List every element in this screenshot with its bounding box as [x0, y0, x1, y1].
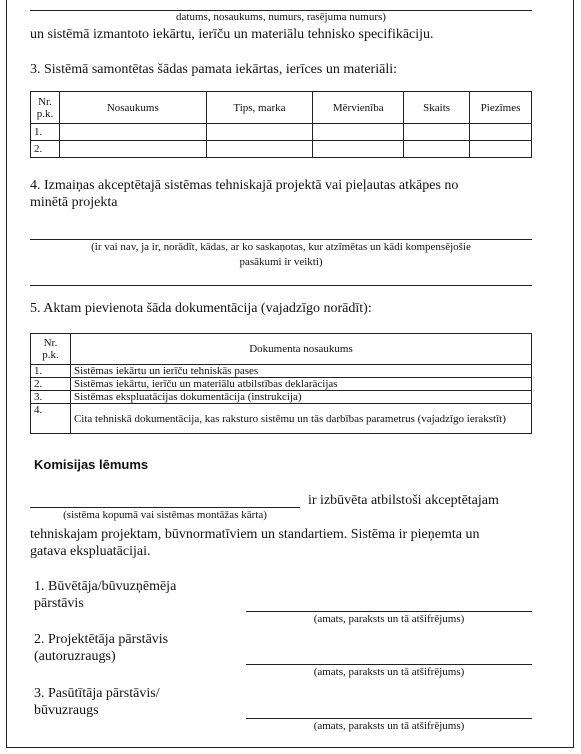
table-row	[31, 378, 532, 391]
signature1-line1: 1. Būvētāja/būvuzņēmēja	[34, 579, 177, 594]
row-name: Sistēmas iekārtu un ierīču tehniskās pases	[70, 365, 531, 378]
header-piezimes: Piezīmes	[470, 92, 532, 124]
row-number: 3.	[31, 391, 71, 404]
section4-rule	[30, 239, 532, 240]
row-number: 1.	[31, 365, 71, 378]
row-name: Cita tehniskā dokumentācija, kas raksturo sistēmu un tās darbības parametrus (vajadzīgo ierakstīt)	[70, 404, 531, 434]
signature2-line1: 2. Projektētāja pārstāvis	[34, 632, 169, 647]
signature3-rule	[246, 718, 532, 719]
decision-title: Komisijas lēmums	[34, 457, 149, 472]
header-skaits: Skaits	[404, 92, 470, 124]
row-number: 1.	[31, 124, 60, 141]
signature3-caption: (amats, paraksts un tā atšifrējums)	[313, 720, 465, 732]
header-mervieniba: Mērvienība	[313, 92, 404, 124]
decision-caption: (sistēma kopumā vai sistēmas montāžas kārta)	[63, 509, 267, 521]
decision-text1: tehniskajam projektam, būvnormatīviem un standartiem. Sistēma ir pieņemta un	[30, 527, 480, 542]
equipment-table-header	[31, 92, 532, 124]
row-number: 4.	[31, 404, 71, 434]
signature2-caption: (amats, paraksts un tā atšifrējums)	[313, 666, 465, 678]
row-number: 2.	[31, 141, 60, 158]
signature2-rule	[246, 664, 532, 665]
section4-rule2	[30, 285, 532, 286]
section4-caption1: (ir vai nav, ja ir, norādīt, kādas, ar ko saskaņotas, kur atzīmētas un kādi kompensējošie	[91, 241, 471, 253]
table-row	[31, 141, 532, 158]
header-dokumenta-nosaukums: Dokumenta nosaukums	[70, 334, 531, 365]
row-name: Sistēmas iekārtu, ierīču un materiālu atbilstības deklarācijas	[70, 378, 531, 391]
signature1-line2: pārstāvis	[34, 596, 84, 611]
decision-rule	[30, 507, 300, 508]
signature3-line2: būvuzraugs	[34, 703, 99, 718]
table-row	[31, 365, 532, 378]
table-row	[31, 124, 532, 141]
section5-title: 5. Aktam pievienota šāda dokumentācija (vajadzīgo norādīt):	[30, 301, 372, 316]
intro-line: un sistēmā izmantoto iekārtu, ierīču un materiālu tehnisko specifikāciju.	[30, 27, 434, 42]
row-number: 2.	[31, 378, 71, 391]
row-name: Sistēmas ekspluatācijas dokumentācija (instrukcija)	[70, 391, 531, 404]
header-nr: Nr. p.k.	[31, 92, 60, 124]
signature3-line1: 3. Pasūtītāja pārstāvis/	[34, 686, 160, 701]
documents-table-header	[31, 334, 532, 365]
equipment-table	[30, 91, 532, 158]
section4-caption2: pasākumi ir veikti)	[239, 256, 323, 268]
table-row	[31, 404, 532, 434]
section3-title: 3. Sistēmā samontētas šādas pamata iekārtas, ierīces un materiāli:	[30, 62, 397, 77]
section4-line1: 4. Izmaiņas akceptētajā sistēmas tehniskajā projektā vai pieļautas atkāpes no	[30, 178, 459, 193]
decision-after-line: ir izbūvēta atbilstoši akceptētajam	[308, 493, 499, 508]
signature1-caption: (amats, paraksts un tā atšifrējums)	[313, 613, 465, 625]
signature2-line2: (autoruzraugs)	[34, 649, 116, 664]
top-caption: datums, nosaukums, numurs, rasējuma numurs)	[176, 11, 386, 23]
header-nosaukums: Nosaukums	[59, 92, 206, 124]
signature1-rule	[246, 611, 532, 612]
decision-text2: gatava ekspluatācijai.	[30, 544, 151, 559]
header-nr: Nr. p.k.	[31, 334, 71, 365]
header-tips: Tips, marka	[206, 92, 313, 124]
table-row	[31, 391, 532, 404]
documents-table	[30, 333, 532, 434]
section4-line2: minētā projekta	[30, 195, 118, 210]
